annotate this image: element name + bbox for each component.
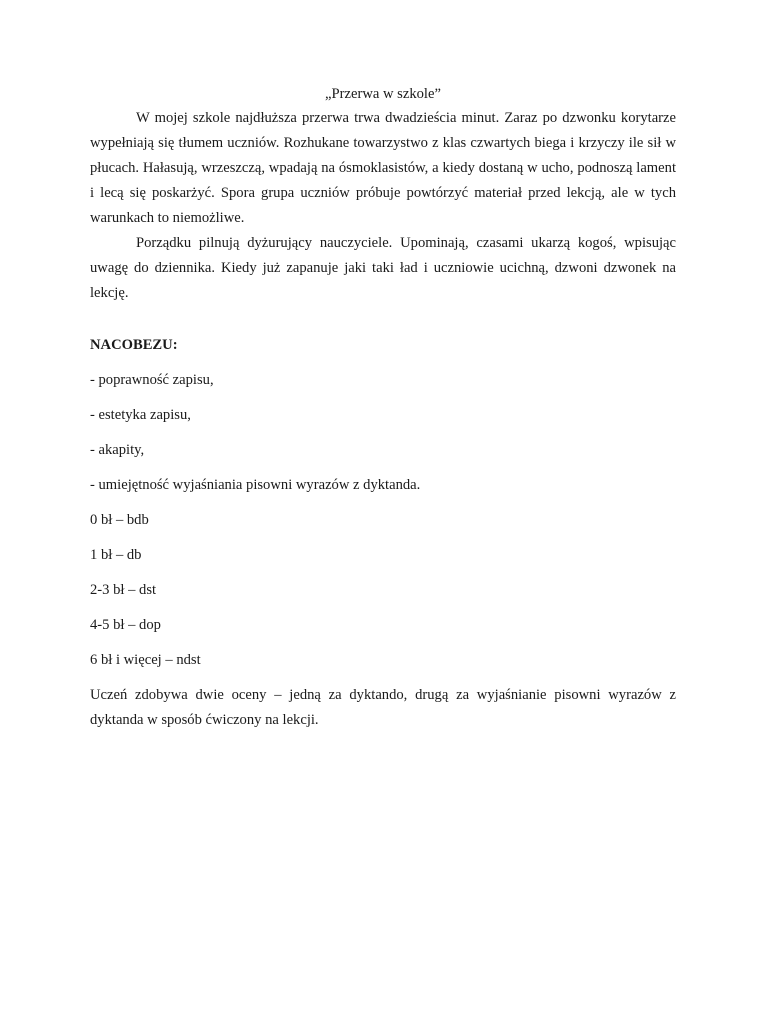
grade-item: 1 bł – db (90, 547, 142, 563)
grade-item: 4-5 bł – dop (90, 617, 161, 633)
story-paragraph-1: W mojej szkole najdłuższa przerwa trwa dwadzieścia minut. Zaraz po dzwonku korytarze wypełniają się tłumem uczniów. Rozhukane towarzystwo z klas czwartych biega i krzyczy ile sił w płucach. Hałasują, wrzeszczą, wpadają na ósmoklasistów, a kiedy dostaną w ucho, podnoszą lament i lecą się poskarżyć. Spora grupa uczniów próbuje powtórzyć materiał przed lekcją, ale w tych warunkach to niemożliwe. (90, 110, 676, 226)
document-page (90, 84, 676, 733)
grade-item: 2-3 bł – dst (90, 582, 157, 598)
story-paragraph-2: Porządku pilnują dyżurujący nauczyciele. Upominają, czasami ukarzą kogoś, wpisując uwagę do dziennika. Kiedy już zapanuje jaki taki ład i uczniowie ucichną, dzwoni dzwonek na lekcję. (90, 235, 676, 301)
criteria-list (90, 370, 676, 495)
summary-paragraph: Uczeń zdobywa dwie oceny – jedną za dyktando, drugą za wyjaśnianie pisowni wyrazów z dyktanda w sposób ćwiczony na lekcji. (90, 687, 676, 728)
grading-scale (90, 510, 676, 670)
criteria-item: - poprawność zapisu, (90, 372, 214, 388)
document-title: „Przerwa w szkole” (325, 86, 441, 102)
grade-item: 6 bł i więcej – ndst (90, 652, 201, 668)
grade-item: 0 bł – bdb (90, 512, 149, 528)
criteria-item: - estetyka zapisu, (90, 407, 191, 423)
nacobezu-heading: NACOBEZU: (90, 337, 178, 353)
criteria-item: - akapity, (90, 442, 145, 458)
criteria-item: - umiejętność wyjaśniania pisowni wyrazów z dyktanda. (90, 477, 421, 493)
